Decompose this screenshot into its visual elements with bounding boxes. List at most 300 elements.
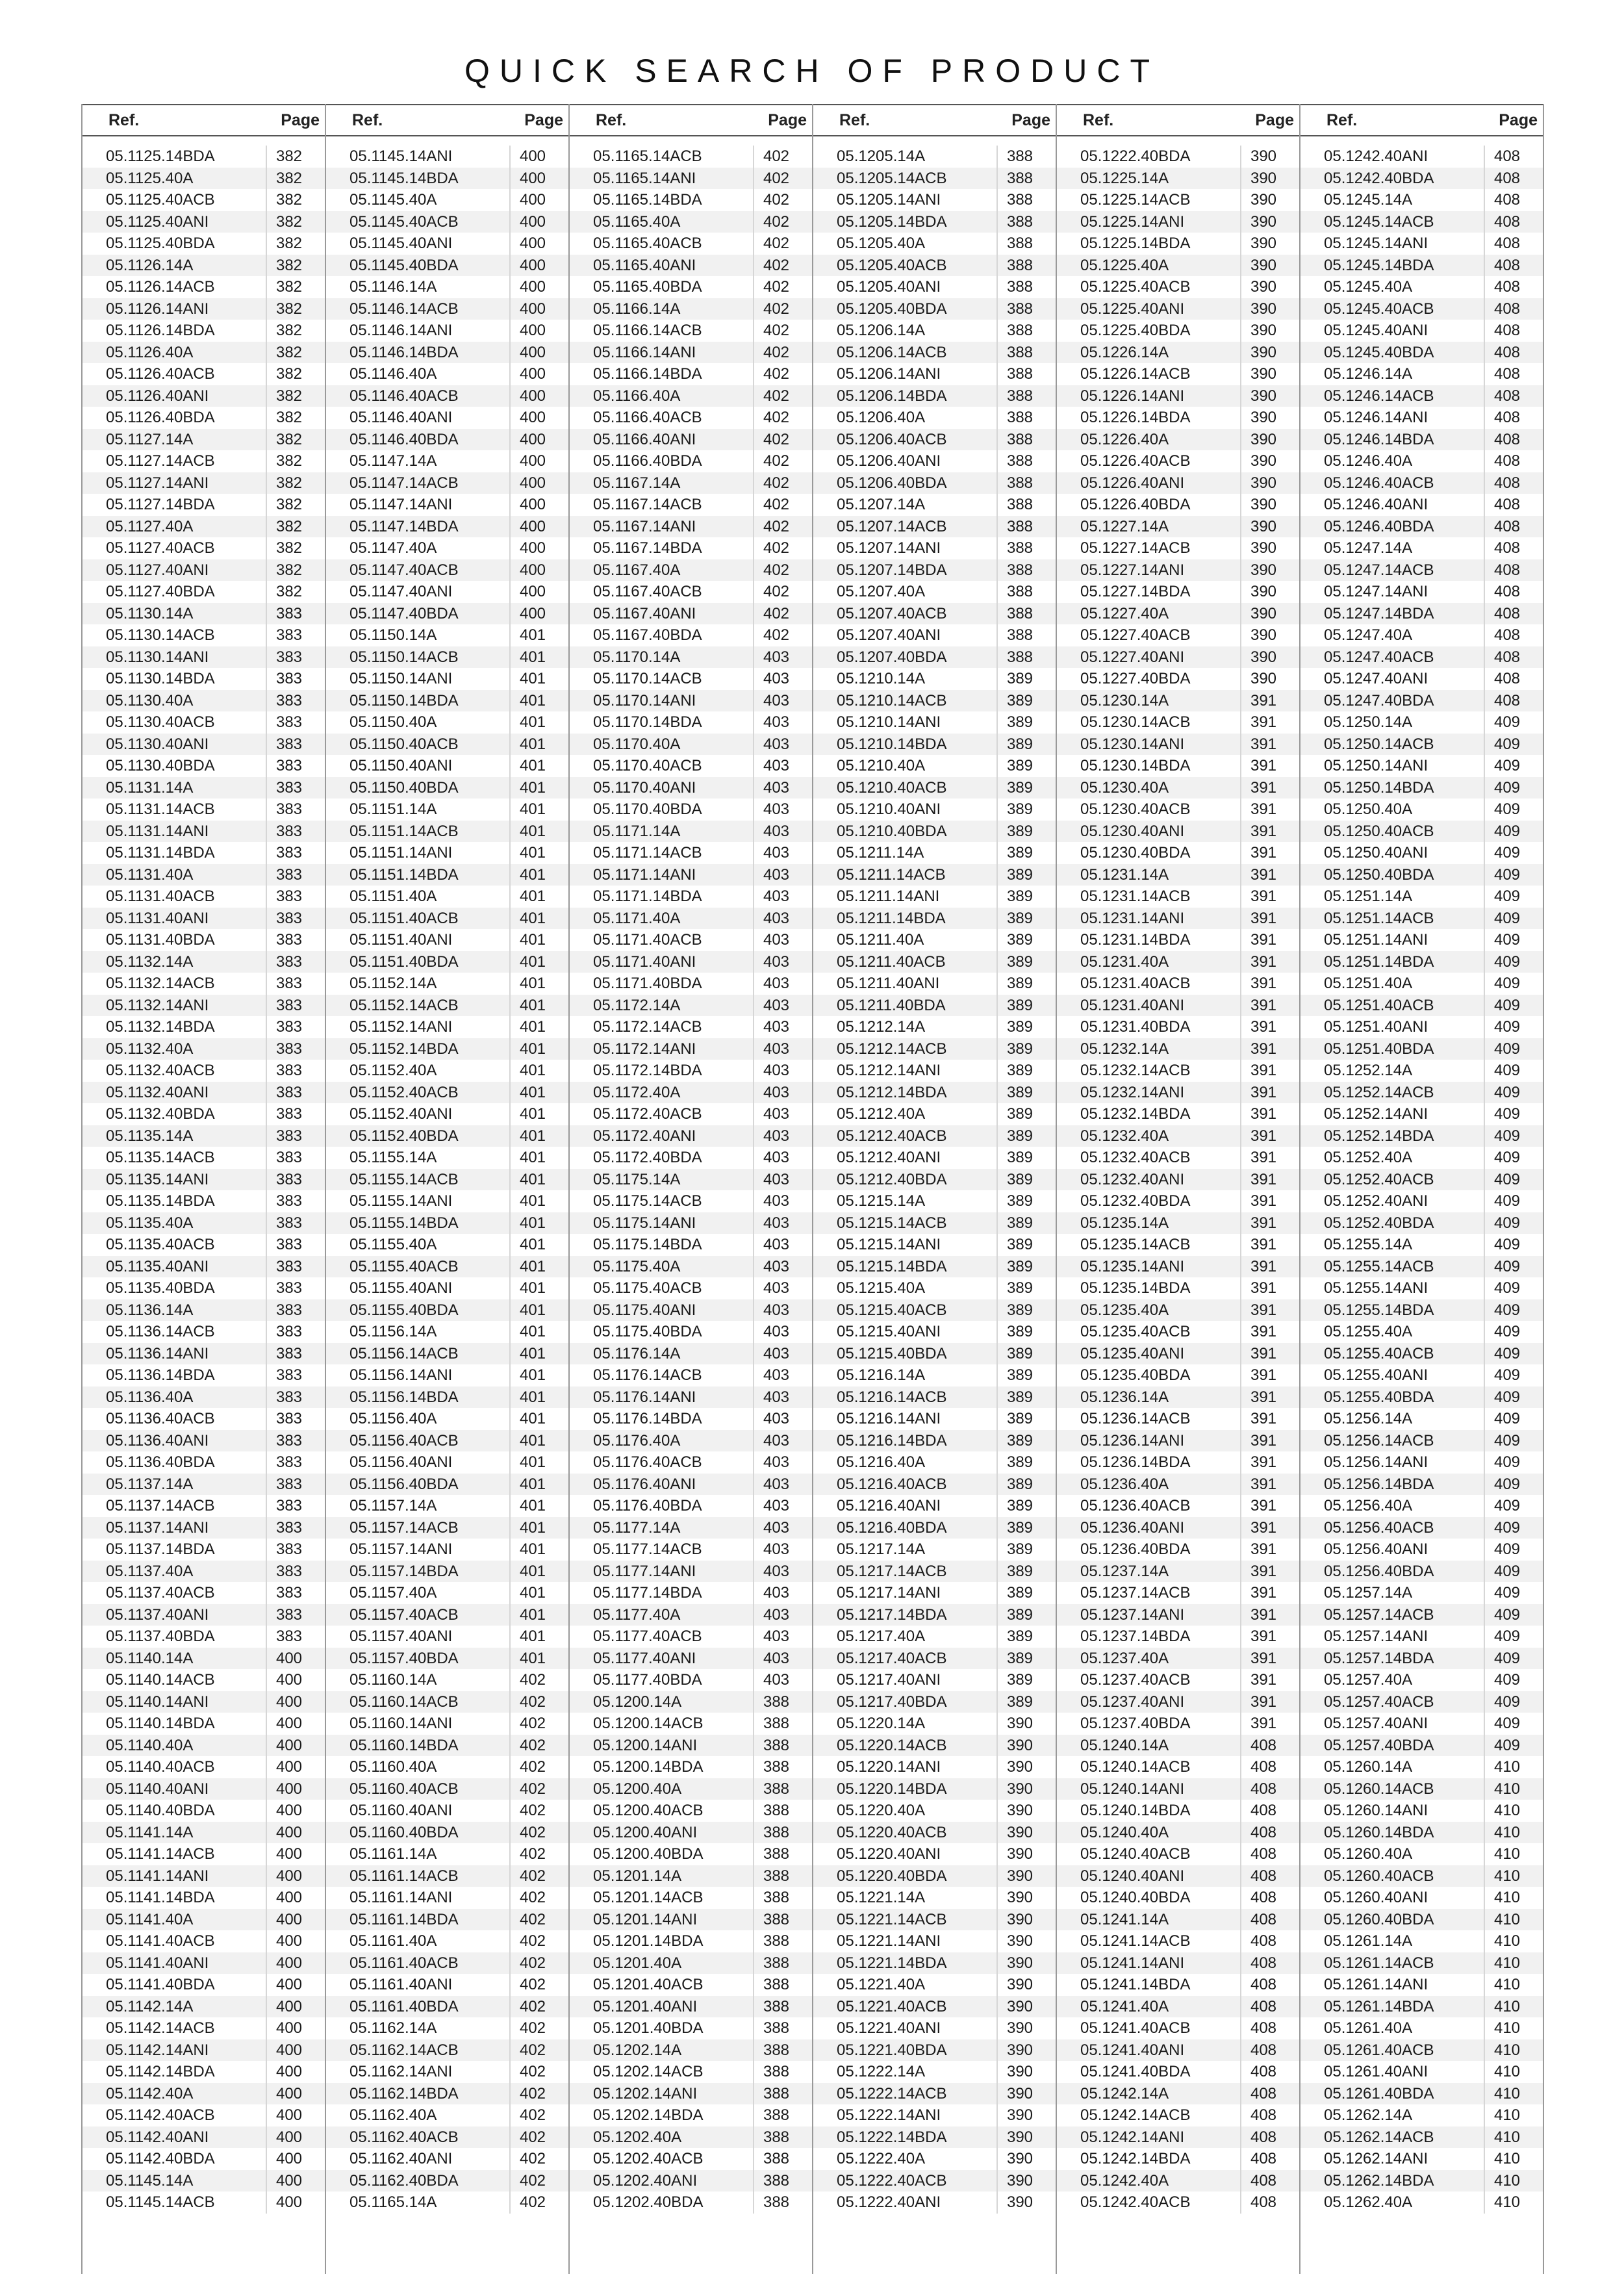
ref-cell: 05.1142.14ANI [106, 2041, 209, 2059]
table-row [570, 472, 812, 494]
table-row [570, 1843, 812, 1865]
table-row [82, 755, 325, 777]
table-row [813, 1822, 1056, 1844]
ref-cell: 05.1222.14ACB [837, 2084, 947, 2102]
page-cell: 409 [1484, 929, 1529, 951]
ref-cell: 05.1167.40A [593, 561, 681, 579]
table-row [82, 1038, 325, 1060]
page-cell: 410 [1484, 1778, 1529, 1800]
page-cell: 382 [266, 450, 311, 472]
ref-cell: 05.1221.14ANI [837, 1932, 941, 1950]
ref-cell: 05.1145.40ANI [349, 235, 453, 252]
table-row [570, 668, 812, 690]
page-cell: 400 [266, 1756, 311, 1778]
page-cell: 409 [1484, 1582, 1529, 1604]
table-row [82, 929, 325, 951]
table-row [82, 1648, 325, 1670]
table-row [1300, 516, 1543, 538]
page-cell: 401 [509, 755, 555, 777]
page-cell: 391 [1240, 1364, 1286, 1386]
page-cell: 401 [509, 886, 555, 908]
table-row [813, 1060, 1056, 1082]
page-cell: 391 [1240, 1321, 1286, 1343]
table-row [570, 276, 812, 298]
ref-cell: 05.1245.14ACB [1324, 212, 1434, 231]
ref-cell: 05.1227.40ANI [1080, 648, 1185, 666]
ref-cell: 05.1171.14ACB [593, 844, 702, 862]
ref-cell: 05.1251.14ANI [1324, 931, 1428, 949]
page-cell: 401 [509, 1169, 555, 1191]
ref-cell: 05.1217.40A [837, 1628, 926, 1645]
ref-cell: 05.1125.40BDA [106, 235, 215, 252]
table-row [813, 1147, 1056, 1169]
page-cell: 390 [1240, 472, 1286, 494]
table-row [1300, 407, 1543, 429]
ref-cell: 05.1247.40ACB [1324, 648, 1434, 666]
table-row [1300, 995, 1543, 1017]
table-row [326, 2191, 568, 2214]
table-row [1300, 429, 1543, 451]
page-cell: 408 [1240, 1952, 1286, 1974]
table-row [1300, 2104, 1543, 2127]
column-header [326, 104, 568, 136]
ref-cell: 05.1207.40ACB [837, 604, 947, 622]
page-cell: 388 [753, 1930, 798, 1952]
ref-cell: 05.1240.40ANI [1080, 1867, 1185, 1885]
table-row [570, 1778, 812, 1800]
page-cell: 409 [1484, 1669, 1529, 1691]
ref-cell: 05.1245.14A [1324, 191, 1413, 209]
table-row [570, 1800, 812, 1822]
table-row [570, 624, 812, 646]
table-row [326, 494, 568, 516]
ref-cell: 05.1127.40BDA [106, 583, 215, 600]
table-row [570, 1691, 812, 1713]
page-cell: 403 [753, 1212, 798, 1234]
page-cell: 390 [996, 1996, 1042, 2018]
page-cell: 389 [996, 1561, 1042, 1583]
page-cell: 389 [996, 1451, 1042, 1474]
table-row [326, 1408, 568, 1430]
table-row [813, 298, 1056, 320]
table-row [813, 1408, 1056, 1430]
page-cell: 388 [753, 1843, 798, 1865]
page-cell: 390 [1240, 407, 1286, 429]
page-cell: 388 [753, 1800, 798, 1822]
ref-cell: 05.1247.14BDA [1324, 604, 1434, 622]
table-row [813, 1016, 1056, 1038]
page-cell: 401 [509, 1386, 555, 1409]
column-header [1057, 104, 1299, 136]
ref-cell: 05.1210.40ANI [837, 800, 941, 818]
table-row [813, 276, 1056, 298]
ref-cell: 05.1162.40A [349, 2106, 437, 2124]
ref-cell: 05.1126.14A [106, 256, 194, 274]
page-cell: 382 [266, 233, 311, 255]
table-row [1057, 1038, 1299, 1060]
ref-cell: 05.1255.40ACB [1324, 1344, 1434, 1362]
ref-cell: 05.1200.14ANI [593, 1736, 698, 1754]
page-cell: 383 [266, 1190, 311, 1212]
ref-cell: 05.1241.14A [1080, 1910, 1169, 1928]
table-row [813, 429, 1056, 451]
table-row [1057, 1321, 1299, 1343]
ref-cell: 05.1247.14ANI [1324, 583, 1428, 600]
ref-cell: 05.1246.40ANI [1324, 496, 1428, 513]
ref-cell: 05.1220.14A [837, 1715, 926, 1732]
ref-cell: 05.1246.40A [1324, 452, 1413, 470]
table-row [1057, 1800, 1299, 1822]
table-row [1057, 233, 1299, 255]
page-cell: 403 [753, 777, 798, 799]
ref-cell: 05.1257.40ACB [1324, 1693, 1434, 1711]
page-cell: 401 [509, 1495, 555, 1517]
table-row [1057, 1930, 1299, 1952]
ref-cell: 05.1261.14A [1324, 1932, 1413, 1950]
table-row [570, 864, 812, 886]
ref-cell: 05.1211.40BDA [837, 996, 946, 1014]
ref-cell: 05.1247.14A [1324, 539, 1413, 557]
page-cell: 390 [1240, 146, 1286, 168]
ref-cell: 05.1207.40BDA [837, 648, 947, 666]
page-cell: 391 [1240, 1474, 1286, 1496]
ref-cell: 05.1241.40ANI [1080, 2041, 1185, 2059]
page-cell: 402 [753, 450, 798, 472]
ref-cell: 05.1237.40BDA [1080, 1715, 1191, 1732]
page-cell: 408 [1484, 298, 1529, 320]
table-row [1057, 1952, 1299, 1974]
ref-cell: 05.1200.40ACB [593, 1802, 704, 1819]
page-cell: 390 [1240, 581, 1286, 603]
page-cell: 390 [996, 1713, 1042, 1735]
ref-cell: 05.1155.14ANI [349, 1192, 453, 1210]
table-row [326, 1561, 568, 1583]
page-cell: 401 [509, 668, 555, 690]
table-row [1057, 777, 1299, 799]
page-cell: 388 [753, 1865, 798, 1887]
ref-cell: 05.1230.40ACB [1080, 800, 1191, 818]
page-cell: 408 [1240, 1843, 1286, 1865]
table-row [570, 1604, 812, 1626]
page-cell: 400 [266, 2148, 311, 2170]
table-row [1300, 1430, 1543, 1452]
page-cell: 402 [509, 2039, 555, 2062]
ref-cell: 05.1200.40BDA [593, 1845, 704, 1863]
page-cell: 408 [1484, 146, 1529, 168]
ref-cell: 05.1146.40ACB [349, 387, 459, 405]
page-cell: 402 [509, 1865, 555, 1887]
ref-cell: 05.1127.40A [106, 517, 194, 535]
table-row [1057, 1822, 1299, 1844]
ref-cell: 05.1217.14ANI [837, 1584, 941, 1602]
page-cell: 383 [266, 1604, 311, 1626]
page-cell: 408 [1484, 320, 1529, 342]
ref-cell: 05.1216.40ACB [837, 1475, 947, 1493]
ref-cell: 05.1231.14ANI [1080, 909, 1185, 927]
page-cell: 383 [266, 1343, 311, 1365]
table-row [1057, 559, 1299, 581]
table-row [326, 1843, 568, 1865]
table-row [326, 168, 568, 190]
page-cell: 388 [996, 472, 1042, 494]
page-cell: 391 [1240, 1408, 1286, 1430]
ref-cell: 05.1257.40ANI [1324, 1715, 1428, 1732]
table-row [813, 2017, 1056, 2039]
table-row [1057, 146, 1299, 168]
ref-cell: 05.1177.14ACB [593, 1540, 702, 1558]
table-row [1300, 1125, 1543, 1147]
table-row [82, 450, 325, 472]
ref-cell: 05.1250.40ANI [1324, 844, 1428, 862]
page-cell: 383 [266, 668, 311, 690]
ref-cell: 05.1222.40BDA [1080, 147, 1191, 165]
ref-cell: 05.1202.14ANI [593, 2084, 698, 2102]
page-cell: 400 [509, 581, 555, 603]
table-row [1057, 1125, 1299, 1147]
page-cell: 400 [266, 1778, 311, 1800]
ref-cell: 05.1136.40A [106, 1388, 194, 1406]
table-row [1057, 1060, 1299, 1082]
ref-cell: 05.1222.40ANI [837, 2193, 941, 2211]
ref-cell: 05.1256.40A [1324, 1497, 1413, 1514]
table-row [813, 320, 1056, 342]
table-row [326, 2083, 568, 2105]
ref-cell: 05.1132.40A [106, 1040, 194, 1058]
table-row [1057, 755, 1299, 777]
table-row [1300, 951, 1543, 973]
table-row [1300, 1343, 1543, 1365]
page-cell: 388 [996, 429, 1042, 451]
page-cell: 390 [1240, 450, 1286, 472]
ref-cell: 05.1262.40A [1324, 2193, 1413, 2211]
page-cell: 401 [509, 1539, 555, 1561]
ref-cell: 05.1136.40BDA [106, 1453, 215, 1471]
table-row [813, 1582, 1056, 1604]
page-cell: 390 [996, 2061, 1042, 2083]
ref-cell: 05.1236.14ACB [1080, 1410, 1191, 1427]
table-row [326, 363, 568, 385]
page-cell: 401 [509, 734, 555, 756]
table-row [570, 1669, 812, 1691]
table-row [1300, 494, 1543, 516]
ref-cell: 05.1255.40ANI [1324, 1366, 1428, 1384]
ref-cell: 05.1137.40ANI [106, 1605, 209, 1624]
page-cell: 402 [753, 516, 798, 538]
page-cell: 391 [1240, 1648, 1286, 1670]
ref-cell: 05.1176.40A [593, 1431, 681, 1450]
table-row [1300, 1604, 1543, 1626]
page-cell: 409 [1484, 1517, 1529, 1539]
column-rows [1057, 146, 1299, 2214]
ref-cell: 05.1202.40ANI [593, 2171, 698, 2190]
table-row [570, 1256, 812, 1278]
table-row [813, 2148, 1056, 2170]
page-cell: 400 [266, 1800, 311, 1822]
table-row [813, 1212, 1056, 1234]
page-cell: 403 [753, 1038, 798, 1060]
table-row [813, 233, 1056, 255]
ref-cell: 05.1146.14BDA [349, 343, 459, 361]
page-cell: 400 [509, 276, 555, 298]
table-row [570, 1756, 812, 1778]
table-row [570, 189, 812, 211]
page-cell: 402 [509, 1713, 555, 1735]
ref-cell: 05.1260.14A [1324, 1758, 1413, 1776]
ref-cell: 05.1170.40BDA [593, 800, 702, 818]
table-row [1057, 995, 1299, 1017]
ref-cell: 05.1166.14ANI [593, 343, 696, 361]
page-cell: 403 [753, 1082, 798, 1104]
page-cell: 410 [1484, 1952, 1529, 1974]
table-row [1057, 886, 1299, 908]
ref-cell: 05.1150.14A [349, 626, 437, 644]
table-row [570, 777, 812, 799]
ref-cell: 05.1151.40A [349, 888, 437, 905]
index-column-2 [326, 104, 570, 2274]
page-cell: 402 [509, 1735, 555, 1757]
page-cell: 388 [753, 1778, 798, 1800]
table-row [813, 189, 1056, 211]
ref-cell: 05.1157.14A [349, 1497, 437, 1514]
ref-cell: 05.1147.40ANI [349, 583, 453, 600]
page-cell: 383 [266, 777, 311, 799]
page-cell: 383 [266, 1103, 311, 1125]
table-row [82, 842, 325, 864]
ref-cell: 05.1166.40BDA [593, 452, 702, 470]
table-row [1057, 1103, 1299, 1125]
table-row [1057, 1016, 1299, 1038]
ref-cell: 05.1247.40A [1324, 626, 1413, 644]
page-cell: 389 [996, 755, 1042, 777]
ref-cell: 05.1225.40ACB [1080, 278, 1191, 296]
table-row [326, 690, 568, 712]
table-row [570, 2104, 812, 2127]
page-cell: 402 [509, 2170, 555, 2192]
ref-cell: 05.1176.40ACB [593, 1453, 702, 1471]
ref-cell: 05.1131.14ACB [106, 800, 215, 818]
page-cell: 400 [509, 146, 555, 168]
table-row [813, 1474, 1056, 1496]
page-cell: 403 [753, 821, 798, 843]
ref-cell: 05.1146.14ANI [349, 322, 453, 339]
table-row [570, 1190, 812, 1212]
ref-cell: 05.1216.14BDA [837, 1431, 947, 1450]
page-cell: 402 [753, 342, 798, 364]
ref-cell: 05.1161.40BDA [349, 1997, 459, 2015]
table-row [1300, 276, 1543, 298]
page-cell: 400 [266, 1691, 311, 1713]
page-cell: 400 [509, 559, 555, 581]
ref-cell: 05.1246.14BDA [1324, 430, 1434, 448]
ref-cell: 05.1232.40ANI [1080, 1170, 1185, 1188]
ref-cell: 05.1131.40ACB [106, 888, 215, 905]
table-row [82, 646, 325, 669]
page-cell: 389 [996, 1060, 1042, 1082]
ref-cell: 05.1165.40ACB [593, 235, 702, 252]
table-row [1057, 821, 1299, 843]
page-cell: 389 [996, 929, 1042, 951]
table-row [1300, 559, 1543, 581]
ref-cell: 05.1245.14ANI [1324, 235, 1428, 252]
ref-cell: 05.1201.14ACB [593, 1889, 704, 1906]
page-cell: 390 [1240, 385, 1286, 407]
page-cell: 403 [753, 1299, 798, 1322]
ref-cell: 05.1140.14A [106, 1649, 194, 1667]
table-row [570, 1735, 812, 1757]
table-row [1057, 1256, 1299, 1278]
ref-cell: 05.1155.14BDA [349, 1214, 459, 1232]
page-cell: 409 [1484, 1125, 1529, 1147]
ref-cell: 05.1257.14ACB [1324, 1605, 1434, 1624]
table-row [82, 1364, 325, 1386]
table-row [813, 494, 1056, 516]
page-cell: 408 [1240, 1822, 1286, 1844]
page-cell: 408 [1484, 472, 1529, 494]
ref-cell: 05.1130.40ANI [106, 735, 209, 753]
ref-cell: 05.1165.14ANI [593, 169, 696, 187]
page-cell: 408 [1484, 189, 1529, 211]
ref-cell: 05.1165.40BDA [593, 278, 702, 296]
page-cell: 391 [1240, 1212, 1286, 1234]
page-cell: 390 [1240, 298, 1286, 320]
ref-cell: 05.1176.40BDA [593, 1497, 702, 1514]
ref-cell: 05.1160.14ANI [349, 1715, 453, 1732]
page-cell: 401 [509, 1451, 555, 1474]
table-row [813, 581, 1056, 603]
page-cell: 390 [996, 1735, 1042, 1757]
page-cell: 409 [1484, 1082, 1529, 1104]
table-row [1300, 755, 1543, 777]
table-row [570, 951, 812, 973]
ref-cell: 05.1171.14ANI [593, 865, 696, 884]
ref-cell: 05.1241.40ACB [1080, 2019, 1191, 2037]
ref-cell: 05.1231.40ACB [1080, 975, 1191, 992]
ref-cell: 05.1205.40A [837, 235, 926, 252]
table-row [326, 886, 568, 908]
ref-cell: 05.1250.14BDA [1324, 778, 1434, 797]
page-cell: 403 [753, 690, 798, 712]
table-row [82, 1952, 325, 1974]
page-cell: 390 [996, 1974, 1042, 1996]
ref-cell: 05.1147.14ACB [349, 474, 459, 492]
ref-cell: 05.1146.40ANI [349, 409, 453, 426]
ref-cell: 05.1250.14ANI [1324, 757, 1428, 774]
page-cell: 409 [1484, 1539, 1529, 1561]
ref-cell: 05.1156.14A [349, 1323, 437, 1340]
page-cell: 408 [1484, 233, 1529, 255]
page-cell: 389 [996, 1691, 1042, 1713]
ref-cell: 05.1126.40ACB [106, 365, 215, 383]
page-header: Page [1499, 111, 1538, 129]
ref-cell: 05.1217.40ANI [837, 1671, 941, 1689]
page-cell: 391 [1240, 842, 1286, 864]
table-row [570, 1887, 812, 1909]
table-row [1057, 363, 1299, 385]
ref-cell: 05.1151.14BDA [349, 865, 459, 884]
ref-cell: 05.1251.40ANI [1324, 1018, 1428, 1036]
table-row [813, 1277, 1056, 1299]
ref-cell: 05.1256.40ACB [1324, 1518, 1434, 1537]
ref-cell: 05.1151.40ANI [349, 931, 453, 949]
ref-cell: 05.1220.14BDA [837, 1780, 947, 1798]
page-cell: 400 [266, 1669, 311, 1691]
page-cell: 401 [509, 1517, 555, 1539]
ref-cell: 05.1227.40ACB [1080, 626, 1191, 644]
page-cell: 390 [996, 1778, 1042, 1800]
ref-cell: 05.1226.14ACB [1080, 365, 1191, 383]
page-cell: 408 [1240, 1865, 1286, 1887]
table-row [326, 1190, 568, 1212]
